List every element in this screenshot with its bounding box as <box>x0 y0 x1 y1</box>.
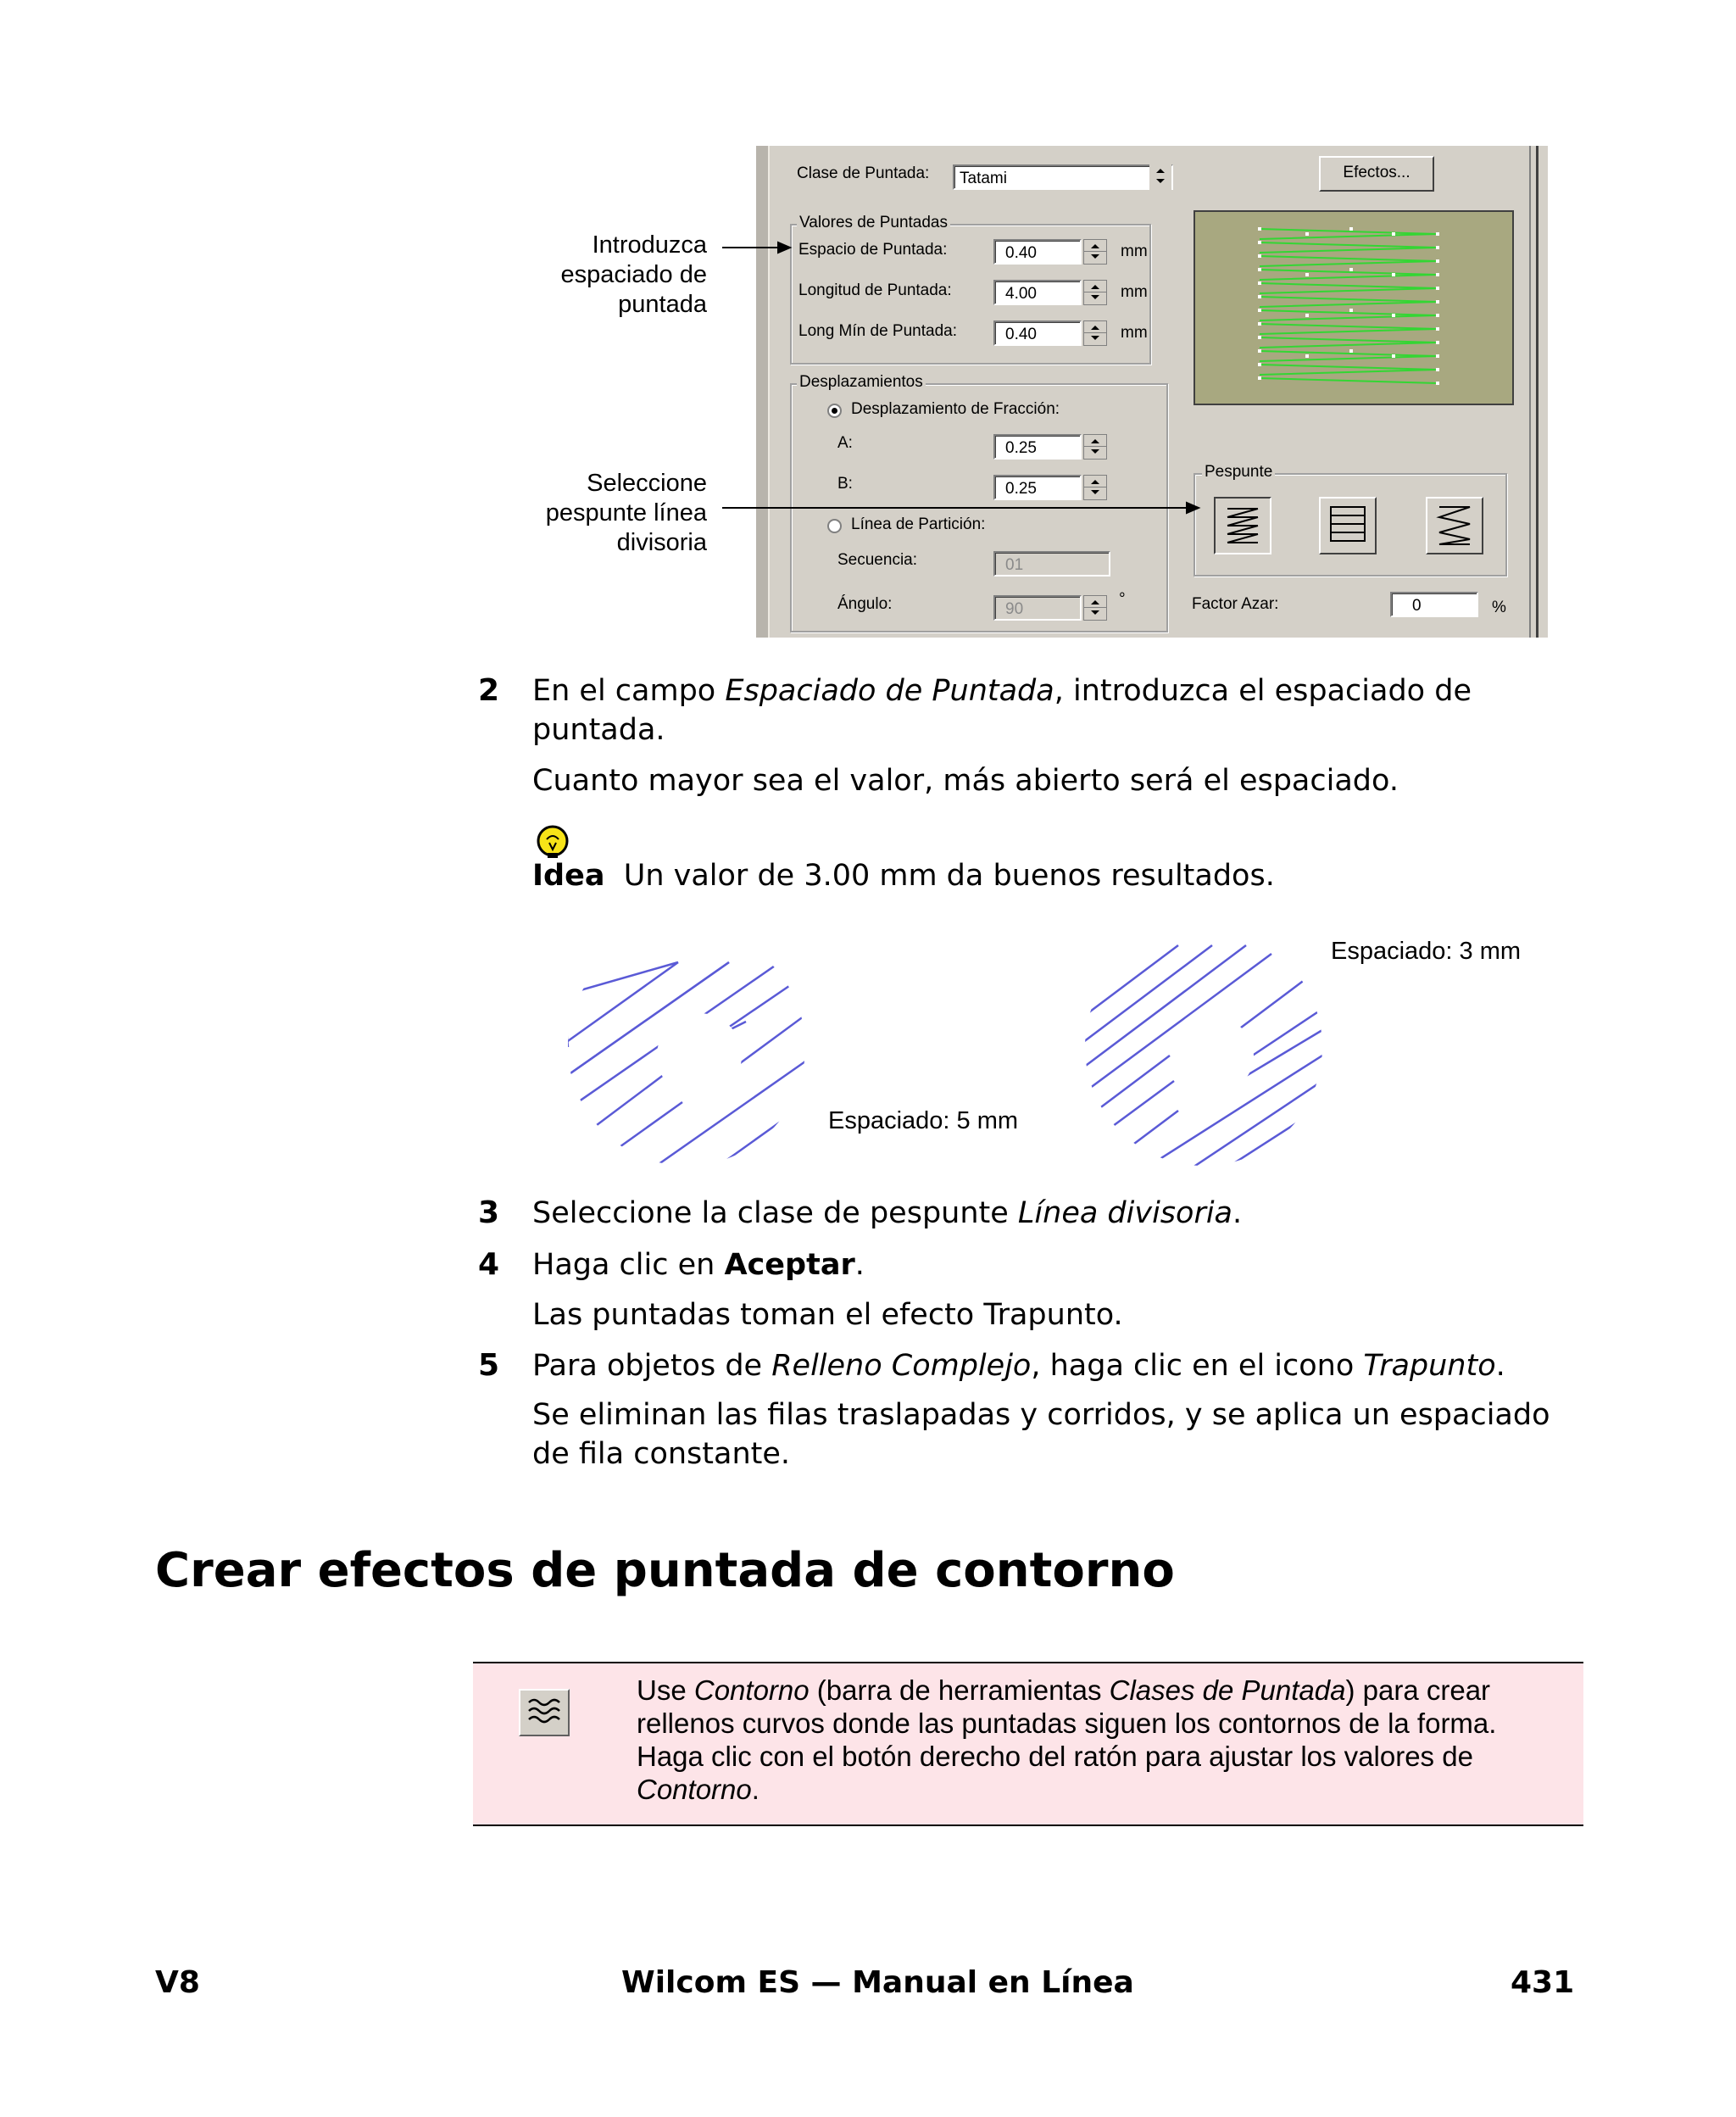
label-3mm: Espaciado: 3 mm <box>1331 938 1522 965</box>
min-length-label: Long Mín de Puntada: <box>798 322 957 340</box>
random-factor-label: Factor Azar: <box>1192 595 1279 613</box>
callout-line: puntada <box>618 291 707 318</box>
idea-tip <box>532 856 1592 895</box>
spacing-callout <box>560 231 707 320</box>
percent-symbol: % <box>1492 599 1506 616</box>
callout-line: pespunte línea <box>545 499 707 526</box>
spacing-illustration <box>559 928 1339 1174</box>
footer-version: V8 <box>155 1965 200 2000</box>
stitch-values-title: Valores de Puntadas <box>797 214 950 232</box>
angle-label: Ángulo: <box>837 595 893 613</box>
zigzag-icon <box>1427 499 1482 553</box>
section-heading: Crear efectos de puntada de contorno <box>155 1543 1175 1598</box>
stitch-type-value: Tatami <box>960 170 1007 187</box>
min-length-unit: mm <box>1121 324 1148 342</box>
spacing-arrow-head <box>778 242 790 253</box>
angle-input[interactable]: 90 <box>993 595 1082 621</box>
a-input[interactable]: 0.25 <box>993 434 1082 460</box>
callout-line: espaciado de <box>560 261 707 288</box>
backstitch-callout <box>546 469 707 558</box>
partition-line-label: Línea de Partición: <box>851 515 986 533</box>
contour-note <box>473 1662 1583 1826</box>
fraction-offset-label: Desplazamiento de Fracción: <box>851 400 1060 418</box>
length-unit: mm <box>1121 283 1148 301</box>
stacked-rows-icon <box>1321 499 1375 553</box>
step-2-number: 2 <box>478 673 500 708</box>
sequence-input[interactable]: 01 <box>993 551 1110 577</box>
length-input[interactable]: 4.00 <box>993 280 1082 305</box>
step-5-number: 5 <box>478 1348 500 1383</box>
offsets-title: Desplazamientos <box>797 373 926 392</box>
callout-arrows <box>712 237 1221 526</box>
step-4-detail: Las puntadas toman el efecto Trapunto. <box>532 1298 1123 1332</box>
step-4-number: 4 <box>478 1247 500 1282</box>
label-5mm: Espaciado: 5 mm <box>828 1107 1019 1134</box>
spacing-unit: mm <box>1121 242 1148 260</box>
contour-icon <box>519 1689 570 1736</box>
stitch-type-label: Clase de Puntada: <box>797 164 930 182</box>
angle-stepper[interactable] <box>1083 595 1107 621</box>
step-3-number: 3 <box>478 1195 500 1230</box>
sequence-label: Secuencia: <box>837 551 918 569</box>
degree-symbol: ° <box>1119 590 1126 608</box>
effects-button[interactable]: Efectos... <box>1319 156 1434 192</box>
backstitch-zigzag-button[interactable] <box>1426 497 1483 554</box>
stitch-type-select[interactable] <box>953 164 1173 190</box>
step-4-text: Haga clic en Aceptar. <box>532 1248 865 1282</box>
step-2-text: En el campo Espaciado de Puntada, introduzca el espaciado de puntada. <box>532 674 1472 747</box>
footer-title: Wilcom ES — Manual en Línea <box>621 1965 1134 2000</box>
callout-line: Introduzca <box>592 231 707 259</box>
note-text: Use Contorno (barra de herramientas Clases de Puntada) para crear rellenos curvos donde las puntadas siguen los contornos de la forma. Haga clic con el botón derecho del ratón para ajustar los valores de Contorno. <box>637 1674 1497 1805</box>
random-factor-input[interactable]: 0 <box>1390 592 1478 617</box>
stitch-preview <box>1194 210 1514 405</box>
backstitch-partition-button[interactable] <box>1214 497 1271 554</box>
spacing-input[interactable]: 0.40 <box>993 239 1082 265</box>
donut-3mm <box>1077 945 1322 1174</box>
step-3-text: Seleccione la clase de pespunte Línea divisoria. <box>532 1196 1243 1230</box>
backstitch-arrow-head <box>1187 503 1199 513</box>
donut-5mm <box>559 928 814 1174</box>
b-label: B: <box>837 475 853 493</box>
idea-label: Idea <box>532 859 605 893</box>
step-2-detail: Cuanto mayor sea el valor, más abierto será el espaciado. <box>532 764 1399 798</box>
step-5-text: Para objetos de Relleno Complejo, haga clic en el icono Trapunto. <box>532 1349 1505 1383</box>
callout-line: Seleccione <box>587 470 707 497</box>
min-length-input[interactable]: 0.40 <box>993 320 1082 346</box>
step-5-detail: Se eliminan las filas traslapadas y corridos, y se aplica un espaciado de fila constante. <box>532 1398 1550 1471</box>
partition-line-icon <box>1216 499 1270 553</box>
length-label: Longitud de Puntada: <box>798 281 952 299</box>
spacing-label: Espacio de Puntada: <box>798 241 948 259</box>
chevron-down-icon[interactable] <box>1149 164 1171 190</box>
idea-text: Un valor de 3.00 mm da buenos resultados. <box>623 859 1275 893</box>
callout-line: divisoria <box>616 529 707 556</box>
dialog-right-edge <box>1529 146 1548 638</box>
tatami-preview-graphic <box>1195 212 1512 404</box>
page-number: 431 <box>1511 1965 1575 2000</box>
backstitch-title: Pespunte <box>1202 463 1275 482</box>
b-input[interactable]: 0.25 <box>993 475 1082 500</box>
a-label: A: <box>837 434 853 452</box>
backstitch-stacked-button[interactable] <box>1319 497 1377 554</box>
